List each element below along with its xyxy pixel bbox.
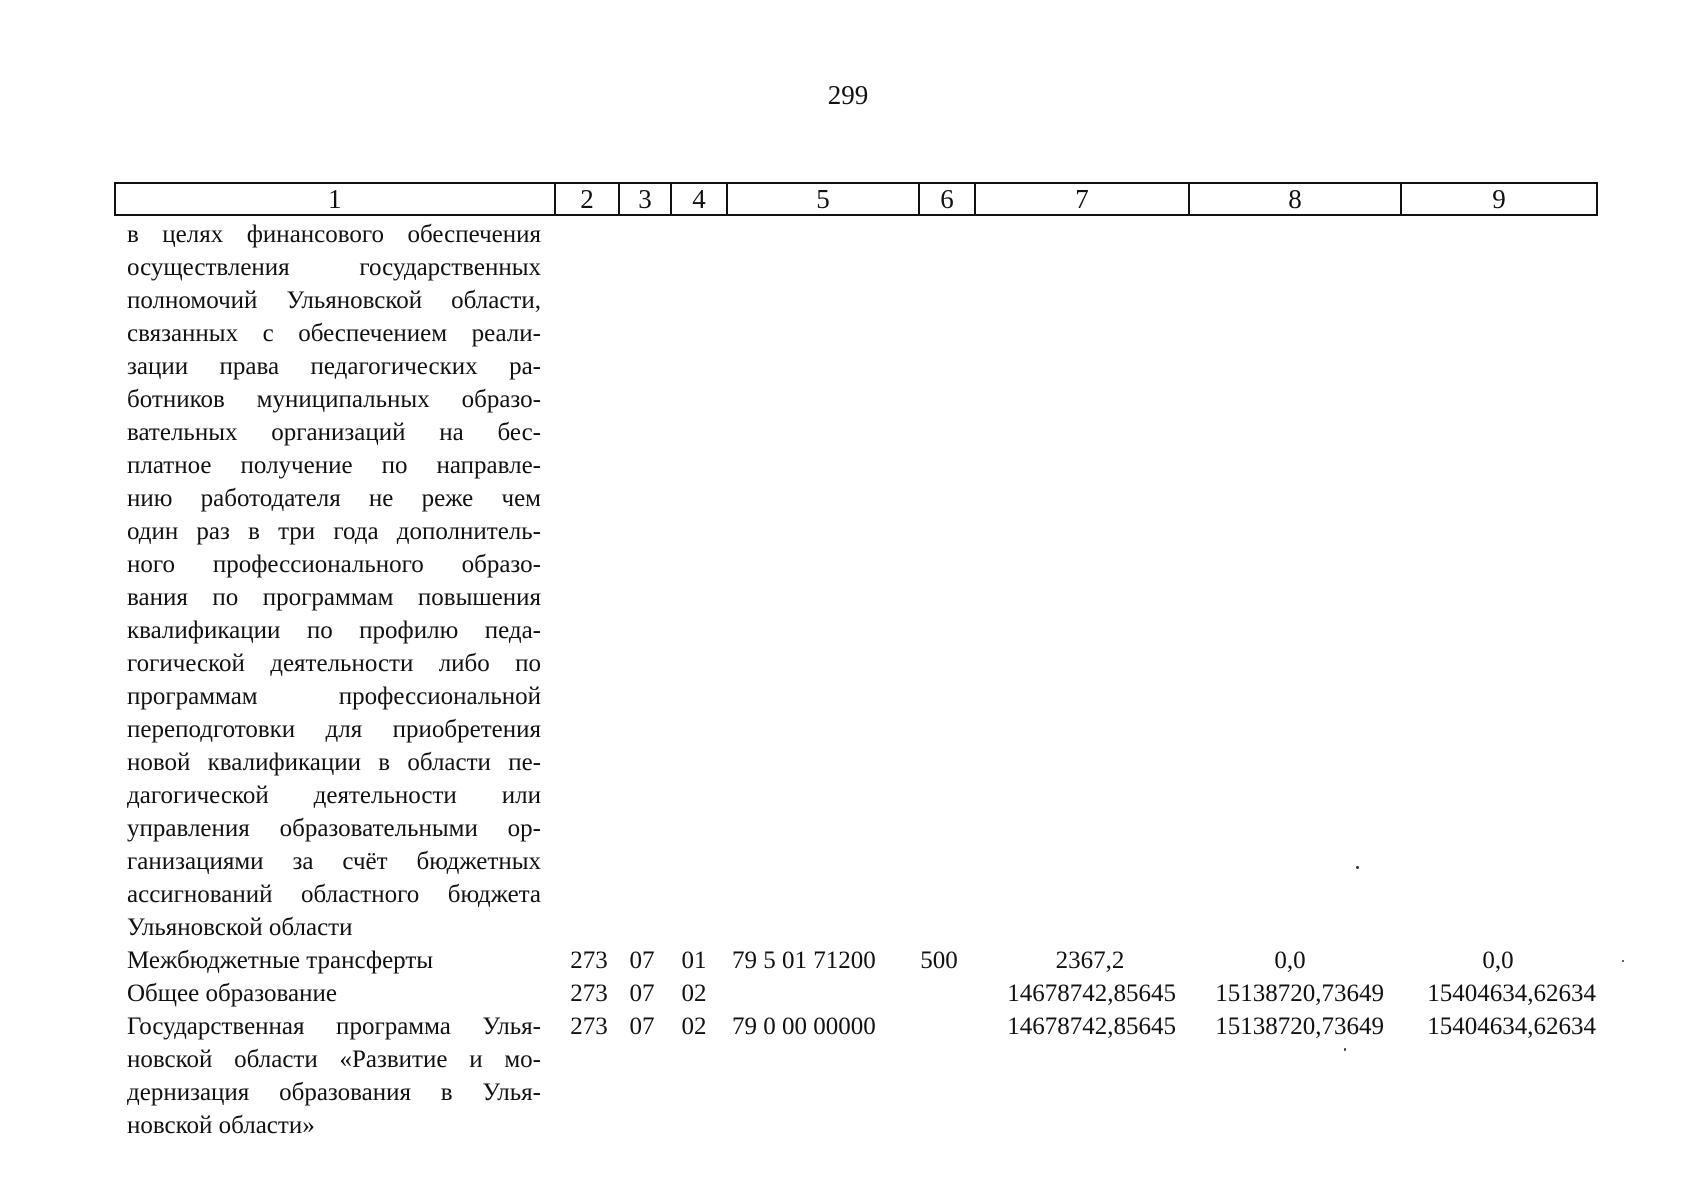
intro-text [127, 218, 541, 944]
row-name [127, 944, 541, 977]
cell-col-4: 02 [681, 980, 707, 1007]
intro-line: вательных организаций на бес- [127, 419, 541, 446]
intro-line: ботников муниципальных образо- [127, 386, 541, 413]
scan-speck [1356, 866, 1359, 869]
page-number: 299 [827, 80, 869, 110]
intro-line: управления образовательными ор- [127, 815, 541, 842]
intro-line: гогической деятельности либо по [127, 650, 541, 677]
cell-col-7: 2367,2 [1055, 947, 1125, 974]
cell-col-7: 14678742,85645 [1007, 1013, 1176, 1040]
row-name-line: Общее образование [127, 980, 337, 1007]
cell-col-7: 14678742,85645 [1007, 980, 1176, 1007]
intro-line: квалификации по профилю педа- [127, 617, 541, 644]
intro-line: полномочий Ульяновской области, [127, 287, 541, 314]
intro-line: дагогической деятельности или [127, 782, 541, 809]
cell-col-3: 07 [629, 1013, 655, 1040]
intro-line: вания по программам повышения [127, 584, 541, 611]
header-col-7: 7 [975, 183, 1189, 215]
row-name-line: Межбюджетные трансферты [127, 947, 434, 974]
header-col-3: 3 [619, 183, 671, 215]
intro-line: Ульяновской области [127, 914, 353, 941]
cell-col-3: 07 [629, 980, 655, 1007]
intro-line: ганизациями за счёт бюджетных [127, 848, 541, 875]
cell-col-3: 07 [629, 947, 655, 974]
scan-speck [1622, 960, 1624, 962]
intro-line: платное получение по направле- [127, 452, 541, 479]
row-name-line: новской области» [127, 1112, 315, 1139]
cell-col-8: 15138720,73649 [1215, 980, 1384, 1007]
cell-col-5: 79 0 00 00000 [732, 1013, 876, 1040]
intro-line: программам профессиональной [127, 683, 541, 710]
cell-col-6: 500 [920, 947, 958, 974]
cell-col-8: 0,0 [1274, 947, 1306, 974]
intro-line: переподготовки для приобретения [127, 716, 541, 743]
header-col-9: 9 [1401, 183, 1597, 215]
intro-line: нию работодателя не реже чем [127, 485, 541, 512]
cell-col-2: 273 [570, 947, 608, 974]
row-name-line: новской области «Развитие и мо- [127, 1046, 541, 1073]
scan-speck [1344, 1048, 1346, 1051]
cell-col-9: 15404634,62634 [1427, 1013, 1596, 1040]
cell-col-2: 273 [570, 980, 608, 1007]
header-col-1: 1 [115, 183, 555, 215]
intro-line: связанных с обеспечением реали- [127, 320, 541, 347]
cell-col-4: 01 [681, 947, 707, 974]
intro-line: осуществления государственных [127, 254, 541, 281]
intro-line: новой квалификации в области пе- [127, 749, 541, 776]
header-col-2: 2 [555, 183, 619, 215]
cell-col-2: 273 [570, 1013, 608, 1040]
row-name [127, 1010, 541, 1142]
row-name-line: дернизация образования в Улья- [127, 1079, 541, 1106]
cell-col-8: 15138720,73649 [1215, 1013, 1384, 1040]
row-name [127, 977, 541, 1010]
cell-col-4: 02 [681, 1013, 707, 1040]
header-col-4: 4 [671, 183, 727, 215]
intro-line: ного профессионального образо- [127, 551, 541, 578]
cell-col-9: 15404634,62634 [1427, 980, 1596, 1007]
header-col-6: 6 [919, 183, 975, 215]
intro-line: один раз в три года дополнитель- [127, 518, 541, 545]
intro-line: ассигнований областного бюджета [127, 881, 541, 908]
header-col-8: 8 [1189, 183, 1401, 215]
cell-col-9: 0,0 [1482, 947, 1514, 974]
row-name-line: Государственная программа Улья- [127, 1013, 541, 1040]
intro-line: зации права педагогических ра- [127, 353, 541, 380]
intro-line: в целях финансового обеспечения [127, 221, 541, 248]
header-col-5: 5 [727, 183, 919, 215]
cell-col-5: 79 5 01 71200 [732, 947, 876, 974]
